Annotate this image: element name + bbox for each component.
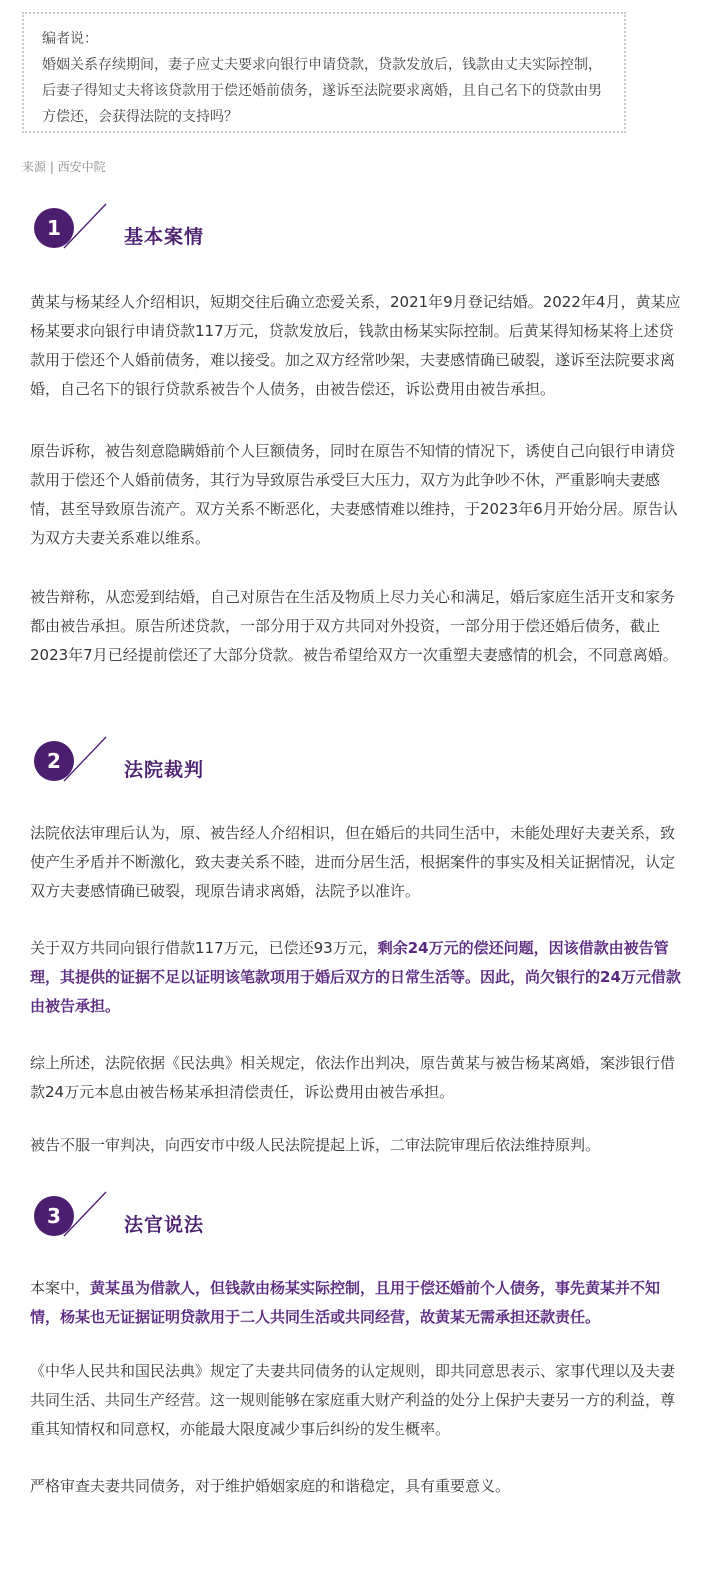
section-number-badge: 1 — [34, 208, 74, 248]
loan-ruling-plain-text: 关于双方共同向银行借款117万元，已偿还93万元， — [30, 939, 378, 957]
editor-note-box — [22, 12, 626, 133]
paragraph-conclusion: 严格审查夫妻共同债务，对于维护婚姻家庭的和谐稳定，具有重要意义。 — [30, 1477, 511, 1495]
section-title: 法院裁判 — [124, 759, 205, 781]
section-number-badge: 3 — [34, 1196, 74, 1236]
paragraph-civil-code-rule: 《中华人民共和国民法典》规定了夫妻共同债务的认定规则，即共同意思表示、家事代理以及夫妻共同生活、共同生产经营。这一规则能够在家庭重大财产利益的处分上保护夫妻另一方的利益，尊重其知情权和同意权，亦能最大限度减少事后纠纷的发生概率。 — [30, 1362, 676, 1438]
loan-ruling-highlight-text: 剩余24万元的偿还问题，因该借款由被告管理，其提供的证据不足以证明该笔款项用于婚后双方的日常生活等。因此，尚欠银行的24万元借款由被告承担。 — [30, 939, 681, 1015]
judge-view-highlight-text: 黄某虽为借款人，但钱款由杨某实际控制，且用于偿还婚前个人债务，事先黄某并不知情，杨某也无证据证明贷款用于二人共同生活或共同经营，故黄某无需承担还款责任。 — [30, 1279, 661, 1326]
section-header-1 — [34, 200, 334, 260]
paragraph-judgment-summary: 综上所述，法院依据《民法典》相关规定，依法作出判决，原告黄某与被告杨某离婚，案涉银行借款24万元本息由被告杨某承担清偿责任，诉讼费用由被告承担。 — [30, 1054, 676, 1101]
judge-view-plain-text: 本案中， — [30, 1279, 91, 1297]
paragraph-plaintiff-claims: 原告诉称，被告刻意隐瞒婚前个人巨额债务，同时在原告不知情的情况下，诱使自己向银行申请贷款用于偿还个人婚前债务，其行为导致原告承受巨大压力，双方为此争吵不休，严重影响夫妻感情，甚至导致原告流产。双方关系不断恶化，夫妻感情难以维持，于2023年6月开始分居。原告认为双方夫妻关系难以维系。 — [30, 442, 678, 547]
section-title: 基本案情 — [124, 226, 205, 248]
paragraph-court-opinion: 法院依法审理后认为，原、被告经人介绍相识，但在婚后的共同生活中，未能处理好夫妻关系，致使产生矛盾并不断激化，致夫妻关系不睦，进而分居生活，根据案件的事实及相关证据情况，认定双方夫妻感情确已破裂，现原告请求离婚，法院予以准许。 — [30, 824, 676, 900]
section-header-3 — [34, 1188, 334, 1248]
paragraph-appeal-result: 被告不服一审判决，向西安市中级人民法院提起上诉，二审法院审理后依法维持原判。 — [30, 1136, 601, 1154]
editor-note-label: 编者说： — [42, 31, 98, 47]
editor-note-text: 婚姻关系存续期间，妻子应丈夫要求向银行申请贷款，贷款发放后，钱款由丈夫实际控制，后妻子得知丈夫将该贷款用于偿还婚前债务，遂诉至法院要求离婚，且自己名下的贷款由男方偿还，会获得法院的支持吗？ — [42, 57, 602, 125]
section-header-2 — [34, 733, 334, 793]
section-title: 法官说法 — [124, 1214, 205, 1236]
section-number-badge: 2 — [34, 741, 74, 781]
source-line: 来源 | 西安中院 — [22, 160, 106, 174]
paragraph-judge-view — [30, 1274, 682, 1332]
paragraph-loan-ruling — [30, 934, 682, 1021]
paragraph-defendant-defense: 被告辩称，从恋爱到结婚，自己对原告在生活及物质上尽力关心和满足，婚后家庭生活开支和家务都由被告承担。原告所述贷款，一部分用于双方共同对外投资，一部分用于偿还婚后债务，截止2023年7月已经提前偿还了大部分贷款。被告希望给双方一次重塑夫妻感情的机会，不同意离婚。 — [30, 588, 678, 664]
paragraph-case-facts: 黄某与杨某经人介绍相识，短期交往后确立恋爱关系，2021年9月登记结婚。2022年4月，黄某应杨某要求向银行申请贷款117万元，贷款发放后，钱款由杨某实际控制。后黄某得知杨某将上述贷款用于偿还个人婚前债务，难以接受。加之双方经常吵架，夫妻感情确已破裂，遂诉至法院要求离婚，自己名下的银行贷款系被告个人债务，由被告偿还，诉讼费用由被告承担。 — [30, 293, 681, 398]
